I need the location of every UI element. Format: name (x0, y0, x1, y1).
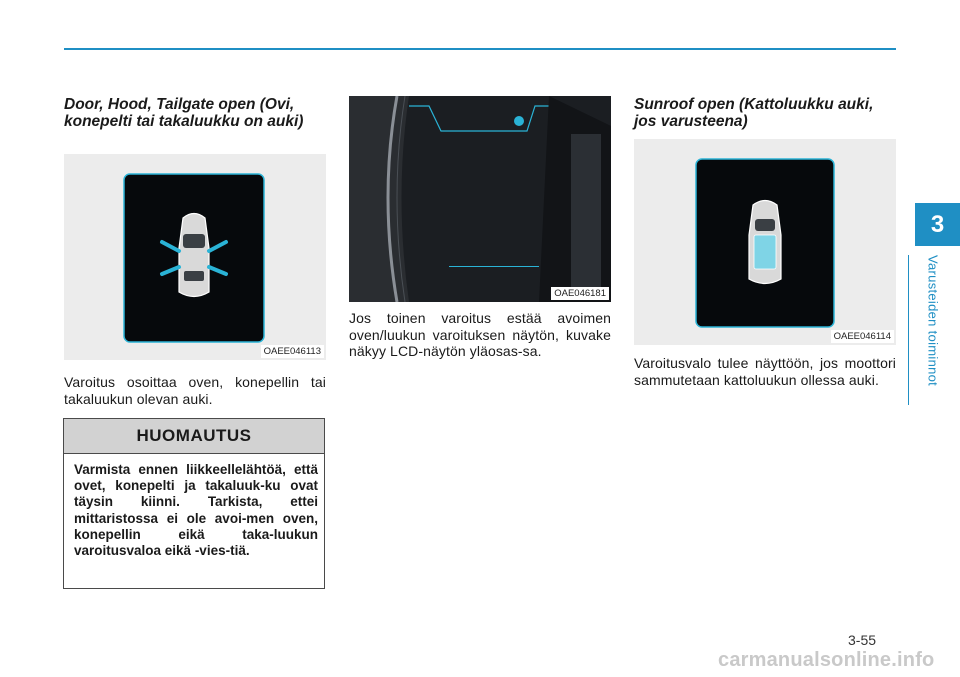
other-warning-description: Jos toinen varoitus estää avoimen oven/luukun varoituksen näytön, kuvake näkyy LCD-näytön yläosas-sa. (349, 310, 611, 359)
instrument-cluster-photo (349, 96, 611, 302)
figure-code: OAEE046113 (261, 345, 324, 358)
sunroof-description: Varoitusvalo tulee näyttöön, jos moottori sammutetaan kattoluukun ollessa auki. (634, 355, 896, 388)
top-rule (64, 48, 896, 50)
notice-title: HUOMAUTUS (64, 419, 324, 454)
sunroof-figure (634, 139, 896, 345)
notice-box (63, 418, 325, 589)
notice-text: Varmista ennen liikkeellelähtöä, että ovet, konepelti ja takaluuk-ku ovat täysin kiinni. Tarkista, ettei mittaristossa ei ole avoi-men oven, konepellin eikä taka-luukun varoitusvaloa eikä -vies-tiä. (74, 462, 318, 559)
door-open-warning-display (64, 154, 326, 360)
sunroof-open-warning-display (634, 139, 896, 345)
side-rule (908, 255, 909, 405)
figure-code: OAE046181 (551, 287, 609, 300)
door-open-figure (64, 154, 326, 360)
open-door-indicator-icon (514, 116, 524, 126)
page-number: 3-55 (848, 632, 877, 648)
sunroof-heading: Sunroof open (Kattoluukku auki, jos varusteena) (634, 96, 874, 130)
sunroof-car-icon (749, 201, 781, 284)
watermark: carmanualsonline.info (718, 649, 935, 671)
chapter-number-tab: 3 (915, 203, 960, 246)
figure-code: OAEE046114 (831, 330, 894, 343)
cluster-figure (349, 96, 611, 302)
chapter-title: Varusteiden toiminnot (925, 255, 941, 387)
door-hood-tailgate-heading: Door, Hood, Tailgate open (Ovi, konepelti tai takaluukku on auki) (64, 96, 304, 130)
door-open-description: Varoitus osoittaa oven, konepellin tai takaluukun olevan auki. (64, 374, 326, 407)
